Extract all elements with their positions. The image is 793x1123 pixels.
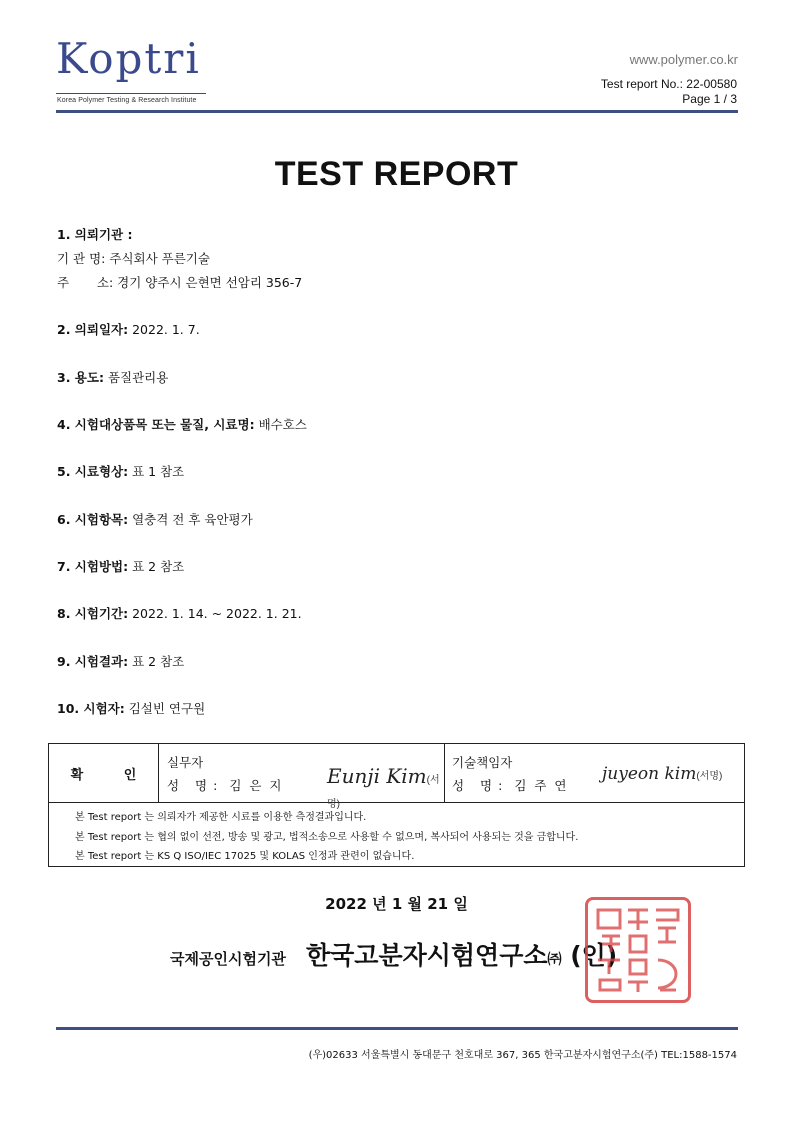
field-value: 배수호스 [258, 417, 307, 432]
staff-cell [159, 744, 445, 810]
company-logo: Koptri [56, 34, 201, 83]
institution-label: 국제공인시험기관 [170, 950, 286, 968]
staff-role: 실무자 [167, 755, 204, 770]
seal-glyphs [588, 900, 688, 1000]
official-seal-stamp [585, 897, 691, 1003]
field-label: 6. 시험항목: [57, 512, 129, 527]
field-label: 주 소: [57, 275, 114, 290]
field-label: 기 관 명: [57, 251, 106, 266]
confirm-heading: 확 인 [49, 744, 159, 802]
corp-mark: ㈜ [547, 952, 562, 968]
signature-row [49, 744, 744, 810]
field-label: 3. 용도: [57, 370, 104, 385]
issue-date: 2022 년 1 월 21 일 [325, 895, 468, 913]
field-test-method [57, 557, 184, 575]
field-purpose [57, 368, 168, 386]
field-value: 김설빈 연구원 [128, 701, 206, 716]
website-link[interactable]: www.polymer.co.kr [629, 52, 738, 67]
disclaimer-line: 본 Test report 는 KS Q ISO/IEC 17025 및 KOLAS 인정과 관련이 없습니다. [75, 851, 415, 862]
tech-manager-name-line [452, 776, 569, 794]
confirmation-table [48, 743, 745, 867]
field-sample-name [57, 415, 307, 433]
field-value: 주식회사 푸른기술 [109, 251, 210, 266]
field-value: 표 2 참조 [132, 654, 185, 669]
tech-manager-name: 김 주 연 [514, 778, 569, 793]
institution-name-text: 한국고분자시험연구소 [306, 941, 548, 970]
field-label: 7. 시험방법: [57, 559, 129, 574]
tech-manager-cell [444, 744, 744, 802]
tech-manager-signature [602, 764, 722, 784]
disclaimer-notes [75, 808, 578, 867]
institution-name [306, 936, 617, 972]
footer-address: (우)02633 서울특별시 동대문구 천호대로 367, 365 한국고분자시험연구소(주) TEL:1588-1574 [308, 1050, 737, 1061]
seal-mark: (인) [570, 941, 618, 970]
page-number: Page 1 / 3 [682, 92, 737, 106]
field-value: 품질관리용 [107, 370, 169, 385]
document-title: TEST REPORT [274, 155, 519, 193]
disclaimer-line: 본 Test report 는 협의 없이 선전, 방송 및 광고, 법적소송으로 사용할 수 없으며, 복사되어 사용되는 것을 금합니다. [75, 831, 579, 843]
field-org-name [57, 249, 210, 267]
disclaimer-line: 본 Test report 는 의뢰자가 제공한 시료를 이용한 측정결과입니다. [75, 812, 367, 823]
field-value: 2022. 1. 14. ~ 2022. 1. 21. [132, 606, 302, 621]
field-label: 5. 시료형상: [57, 464, 129, 479]
header-rule [56, 110, 738, 113]
tech-manager-role: 기술책임자 [452, 755, 513, 770]
field-label: 9. 시험결과: [57, 654, 129, 669]
report-number: Test report No.: 22-00580 [600, 77, 737, 91]
logo-underline [56, 93, 206, 94]
field-test-item [57, 510, 253, 528]
field-label: 1. 의뢰기관 : [57, 227, 133, 242]
signature-note: (서명) [327, 775, 440, 810]
signature-text: Eunji Kim [327, 764, 427, 788]
field-requester [57, 225, 132, 243]
field-label: 10. 시험자: [57, 701, 125, 716]
field-value: 경기 양주시 은현면 선암리 356-7 [117, 275, 303, 290]
field-sample-shape [57, 462, 184, 480]
field-request-date [57, 320, 200, 338]
field-test-result [57, 652, 184, 670]
field-label: 2. 의뢰일자: [57, 322, 129, 337]
field-label: 4. 시험대상품목 또는 물질, 시료명: [57, 417, 255, 432]
field-value: 표 2 참조 [132, 559, 185, 574]
field-value: 열충격 전 후 육안평가 [132, 512, 253, 527]
name-label: 성 명: [167, 778, 224, 793]
field-address [57, 273, 302, 291]
logo-subtitle: Korea Polymer Testing & Research Institute [57, 97, 197, 104]
field-tester [57, 699, 205, 717]
footer-rule [56, 1027, 738, 1030]
staff-signature [327, 764, 444, 812]
staff-name-line [167, 776, 284, 794]
field-value: 표 1 참조 [132, 464, 185, 479]
signature-note: (서명) [696, 771, 723, 782]
signature-text: juyeon kim [602, 764, 697, 784]
field-value: 2022. 1. 7. [132, 322, 200, 337]
field-label: 8. 시험기간: [57, 606, 129, 621]
name-label: 성 명: [452, 778, 509, 793]
field-test-period [57, 604, 302, 622]
staff-name: 김 은 지 [229, 778, 284, 793]
